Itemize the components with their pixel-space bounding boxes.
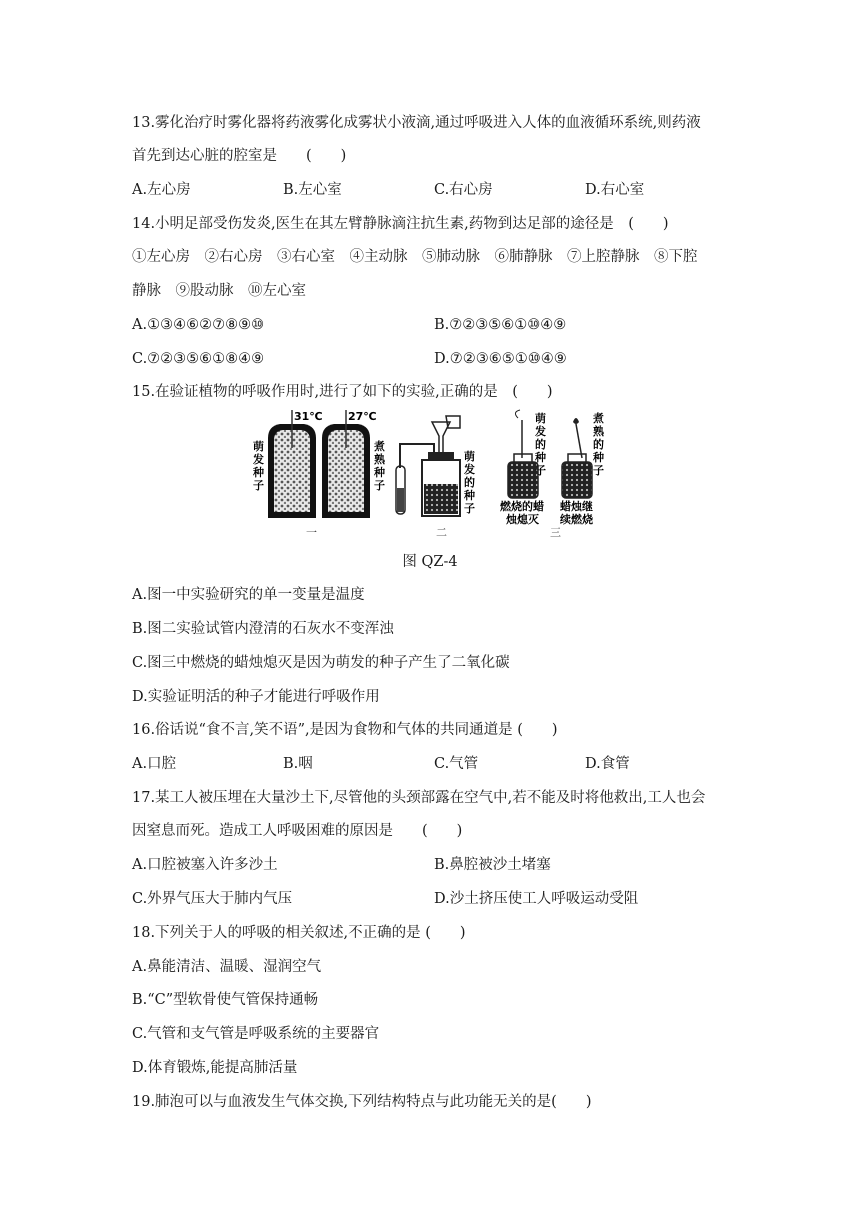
svg-text:煮: 煮 bbox=[374, 440, 385, 453]
q13-stem-line2: 首先到达心脏的腔室是 ( ) bbox=[132, 148, 347, 164]
q15-option-c: C.图三中燃烧的蜡烛熄灭是因为萌发的种子产生了二氧化碳 bbox=[132, 655, 510, 671]
svg-text:燃烧的蜡: 燃烧的蜡 bbox=[500, 500, 544, 513]
svg-text:蜡烛继: 蜡烛继 bbox=[560, 500, 593, 513]
svg-text:种: 种 bbox=[464, 489, 475, 502]
q16-option-b: B.咽 bbox=[283, 756, 313, 772]
q17-option-d: D.沙土挤压使工人呼吸运动受阻 bbox=[434, 891, 639, 907]
q17-option-a: A.口腔被塞入许多沙土 bbox=[132, 857, 278, 873]
svg-text:的: 的 bbox=[593, 438, 604, 451]
q14-stem-line3: 静脉 ⑨股动脉 ⑩左心室 bbox=[132, 283, 306, 299]
q14-option-a: A.①③④⑥②⑦⑧⑨⑩ bbox=[132, 317, 265, 333]
q14-stem-line2: ①左心房 ②右心房 ③右心室 ④主动脉 ⑤肺动脉 ⑥肺静脉 ⑦上腔静脉 ⑧下腔 bbox=[132, 249, 698, 265]
svg-text:萌: 萌 bbox=[464, 450, 475, 463]
svg-text:续燃烧: 续燃烧 bbox=[560, 513, 593, 526]
svg-text:熟: 熟 bbox=[374, 453, 385, 466]
svg-text:萌: 萌 bbox=[535, 412, 546, 425]
label-germinating-seeds-3 bbox=[534, 411, 546, 477]
figure-caption: 图 QZ-4 bbox=[402, 554, 458, 570]
label-germinating-seeds-1 bbox=[252, 439, 264, 492]
q16-option-c: C.气管 bbox=[434, 756, 479, 772]
svg-text:子: 子 bbox=[374, 479, 385, 492]
q19-stem: 19.肺泡可以与血液发生气体交换,下列结构特点与此功能无关的是( ) bbox=[132, 1094, 592, 1110]
q18-option-b: B.“C”型软骨使气管保持通畅 bbox=[132, 992, 319, 1008]
q17-stem-line1: 17.某工人被压埋在大量沙土下,尽管他的头颈部露在空气中,若不能及时将他救出,工人也会 bbox=[132, 790, 706, 806]
q18-option-d: D.体育锻炼,能提高肺活量 bbox=[132, 1060, 298, 1076]
svg-text:煮: 煮 bbox=[593, 412, 604, 425]
q13-option-d: D.右心室 bbox=[585, 182, 645, 198]
jar-candle-out bbox=[508, 410, 538, 498]
panel-label-2: 二 bbox=[436, 526, 447, 538]
label-boiled-seeds-1 bbox=[373, 439, 386, 492]
svg-text:种: 种 bbox=[374, 466, 385, 479]
q14-option-c: C.⑦②③⑤⑥①⑧④⑨ bbox=[132, 351, 265, 367]
thermometer-reading-1: 31℃ bbox=[294, 410, 323, 423]
svg-text:烛熄灭: 烛熄灭 bbox=[506, 513, 539, 526]
q14-stem-line1: 14.小明足部受伤发炎,医生在其左臂静脉滴注抗生素,药物到达足部的途径是 ( ) bbox=[132, 216, 669, 232]
q17-stem-line2: 因窒息而死。造成工人呼吸困难的原因是 ( ) bbox=[132, 823, 463, 839]
svg-text:子: 子 bbox=[535, 464, 546, 477]
q15-stem: 15.在验证植物的呼吸作用时,进行了如下的实验,正确的是 ( ) bbox=[132, 384, 553, 400]
q13-option-a: A.左心房 bbox=[132, 182, 191, 198]
q17-option-b: B.鼻腔被沙土堵塞 bbox=[434, 857, 551, 873]
svg-text:子: 子 bbox=[464, 502, 475, 515]
jar-candle-burning bbox=[562, 418, 592, 498]
q16-stem: 16.俗话说“食不言,笑不语”,是因为食物和气体的共同通道是 ( ) bbox=[132, 722, 558, 738]
q18-option-a: A.鼻能清洁、温暖、湿润空气 bbox=[132, 959, 322, 975]
q18-stem: 18.下列关于人的呼吸的相关叙述,不正确的是 ( ) bbox=[132, 925, 466, 941]
q14-option-b: B.⑦②③⑤⑥①⑩④⑨ bbox=[434, 317, 567, 333]
svg-text:子: 子 bbox=[253, 479, 264, 492]
q15-option-a: A.图一中实验研究的单一变量是温度 bbox=[132, 587, 365, 603]
thermos-flask-boiled bbox=[322, 410, 370, 518]
svg-text:发: 发 bbox=[253, 453, 264, 466]
q14-option-d: D.⑦②③⑥⑤①⑩④⑨ bbox=[434, 351, 567, 367]
thermos-flask-germinating bbox=[268, 410, 316, 518]
q16-option-a: A.口腔 bbox=[132, 756, 177, 772]
q13-option-c: C.右心房 bbox=[434, 182, 493, 198]
experiment-figure bbox=[250, 408, 610, 538]
q15-option-b: B.图二实验试管内澄清的石灰水不变浑浊 bbox=[132, 621, 394, 637]
label-boiled-seeds-3 bbox=[592, 411, 605, 477]
q18-option-c: C.气管和支气管是呼吸系统的主要器官 bbox=[132, 1026, 380, 1042]
svg-text:发: 发 bbox=[535, 425, 546, 438]
q17-option-c: C.外界气压大于肺内气压 bbox=[132, 891, 293, 907]
jar-with-funnel bbox=[396, 416, 460, 516]
svg-text:萌: 萌 bbox=[253, 440, 264, 453]
svg-text:发: 发 bbox=[464, 463, 475, 476]
svg-text:的: 的 bbox=[464, 476, 475, 489]
q13-stem-line1: 13.雾化治疗时雾化器将药液雾化成雾状小液滴,通过呼吸进入人体的血液循环系统,则药液 bbox=[132, 115, 701, 131]
q13-option-b: B.左心室 bbox=[283, 182, 342, 198]
svg-text:种: 种 bbox=[535, 451, 546, 464]
q16-option-d: D.食管 bbox=[585, 756, 630, 772]
thermometer-reading-2: 27℃ bbox=[348, 410, 377, 423]
q15-option-d: D.实验证明活的种子才能进行呼吸作用 bbox=[132, 689, 380, 705]
label-germinating-seeds-2 bbox=[463, 449, 475, 515]
svg-text:的: 的 bbox=[535, 438, 546, 451]
svg-text:种: 种 bbox=[593, 451, 604, 464]
caption-candle-burning bbox=[559, 499, 593, 526]
svg-text:种: 种 bbox=[253, 466, 264, 479]
panel-label-3: 三 bbox=[550, 526, 561, 538]
svg-text:子: 子 bbox=[593, 464, 604, 477]
svg-text:熟: 熟 bbox=[593, 425, 604, 438]
caption-candle-out bbox=[499, 499, 544, 526]
panel-label-1: 一 bbox=[306, 526, 317, 538]
